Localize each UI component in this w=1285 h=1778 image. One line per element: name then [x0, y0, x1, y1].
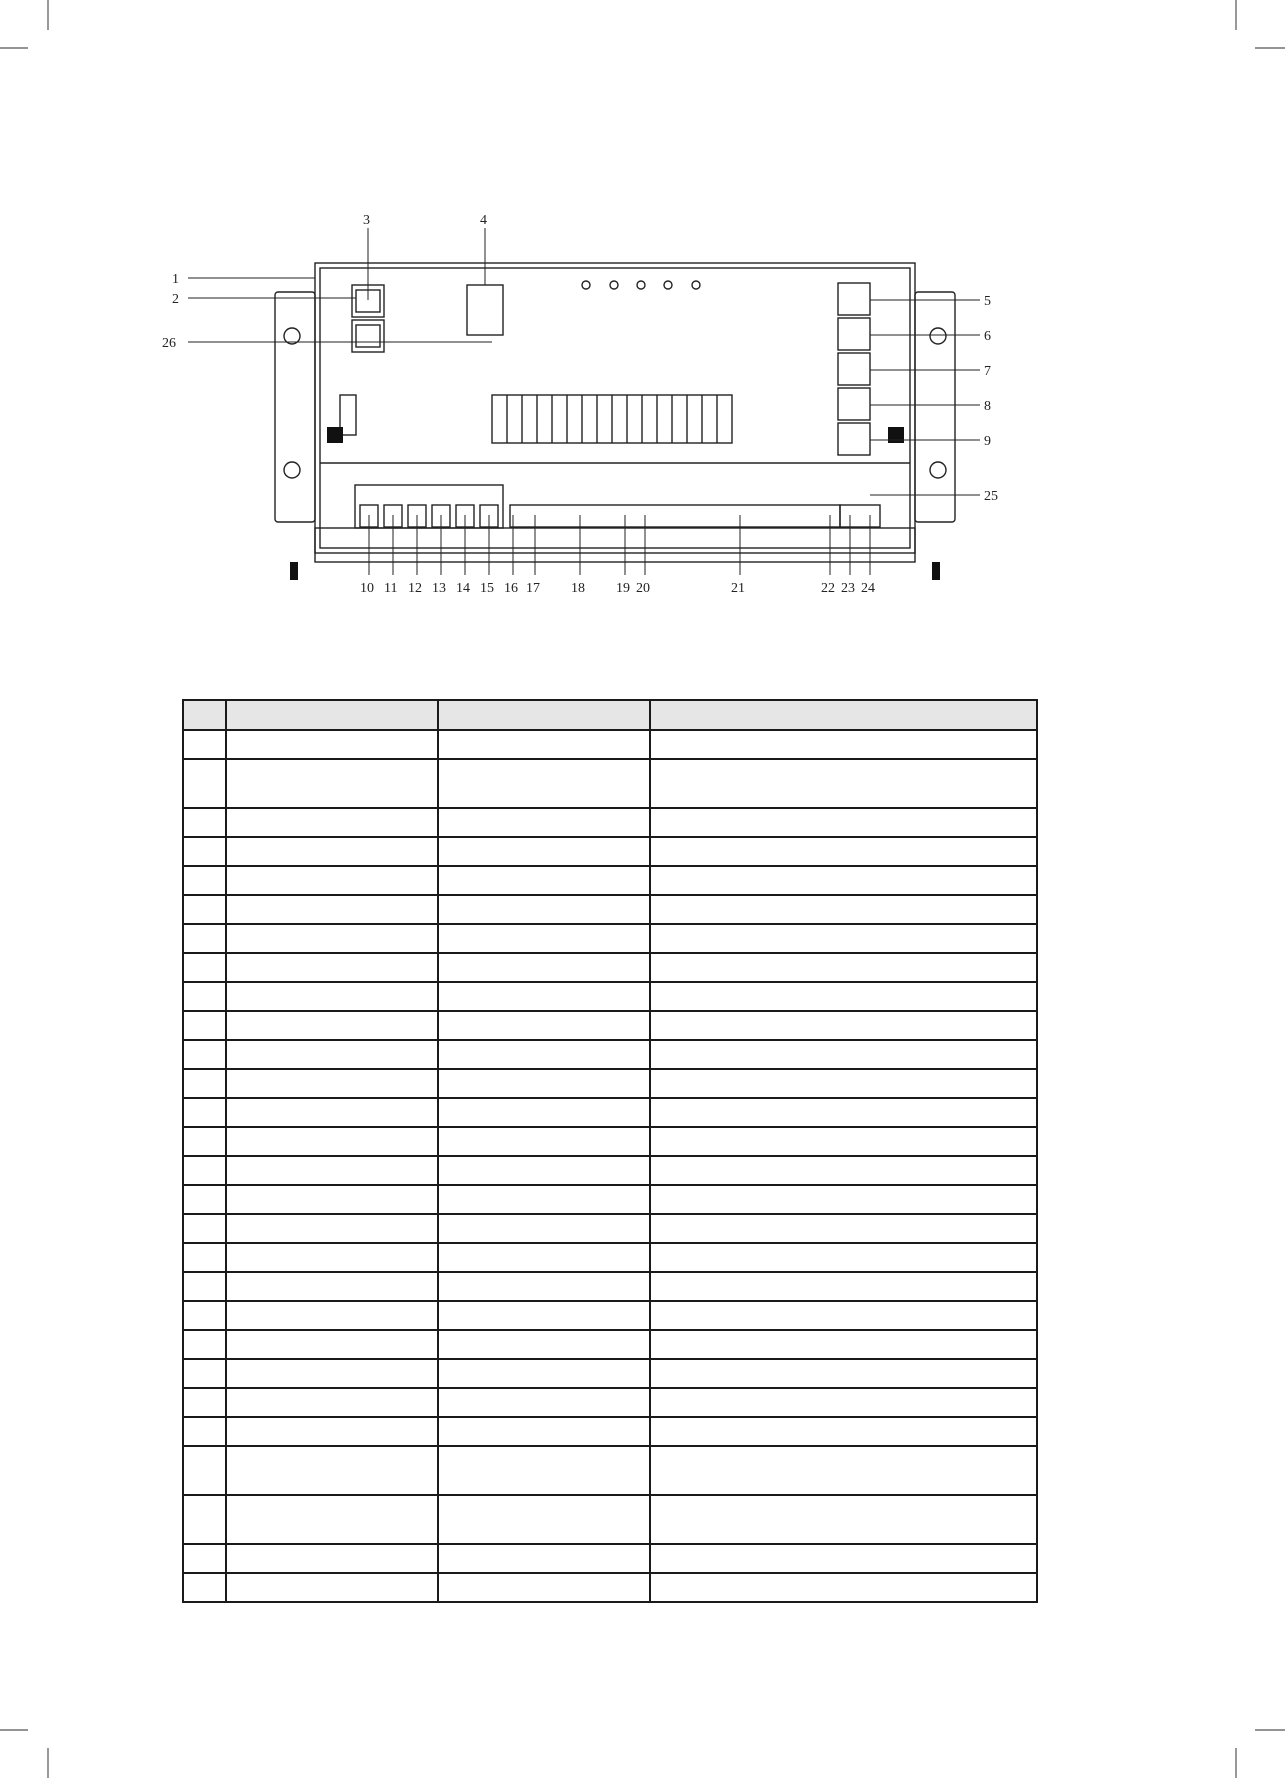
table-cell	[650, 1495, 1037, 1544]
controller-board-diagram	[162, 210, 1050, 630]
table-cell	[438, 1243, 650, 1272]
table-cell	[183, 1214, 226, 1243]
callout-6: 6	[984, 329, 991, 344]
left-bracket	[275, 292, 315, 522]
table-cell	[438, 866, 650, 895]
table-row	[183, 1388, 1037, 1417]
table-cell	[438, 1544, 650, 1573]
table-cell	[650, 1388, 1037, 1417]
table-cell	[183, 1495, 226, 1544]
table-cell	[650, 730, 1037, 759]
table-cell	[226, 1359, 438, 1388]
callout-3: 3	[363, 213, 370, 228]
table-cell	[438, 1069, 650, 1098]
table-row	[183, 866, 1037, 895]
table-row	[183, 1573, 1037, 1602]
table-row	[183, 1069, 1037, 1098]
table-cell	[226, 982, 438, 1011]
table-cell	[650, 1011, 1037, 1040]
table-cell	[438, 837, 650, 866]
callout-11: 11	[384, 581, 398, 596]
callout-1: 1	[172, 272, 179, 287]
table-cell	[438, 1359, 650, 1388]
header-cell-name	[226, 700, 438, 730]
table-row	[183, 759, 1037, 808]
table-cell	[650, 1544, 1037, 1573]
table-cell	[438, 1040, 650, 1069]
table-cell	[183, 1185, 226, 1214]
table-row	[183, 1243, 1037, 1272]
table-cell	[226, 1069, 438, 1098]
table-cell	[650, 1272, 1037, 1301]
table-cell	[438, 1011, 650, 1040]
table-cell	[183, 1573, 226, 1602]
table-cell	[183, 1330, 226, 1359]
table-cell	[183, 1156, 226, 1185]
table-row	[183, 1544, 1037, 1573]
table-cell	[438, 1446, 650, 1495]
table-cell	[650, 1446, 1037, 1495]
callout-9: 9	[984, 434, 991, 449]
table-cell	[183, 1446, 226, 1495]
table-cell	[650, 1214, 1037, 1243]
table-row	[183, 1098, 1037, 1127]
connector-right-5	[838, 283, 870, 315]
table-cell	[650, 837, 1037, 866]
table-cell	[183, 1388, 226, 1417]
table-cell	[226, 1214, 438, 1243]
table-cell	[438, 924, 650, 953]
table-cell	[438, 1098, 650, 1127]
table-cell	[226, 953, 438, 982]
table-body	[183, 730, 1037, 1602]
terminal-strip	[510, 505, 840, 527]
table-cell	[650, 1069, 1037, 1098]
enclosure	[315, 263, 915, 553]
table-cell	[226, 1330, 438, 1359]
table-cell	[226, 1156, 438, 1185]
header-cell-description	[650, 700, 1037, 730]
table-row	[183, 1446, 1037, 1495]
connector-right-9	[838, 423, 870, 455]
table-cell	[438, 982, 650, 1011]
table-cell	[650, 1156, 1037, 1185]
table-cell	[226, 1098, 438, 1127]
table-cell	[650, 1185, 1037, 1214]
table-row	[183, 730, 1037, 759]
table-cell	[183, 953, 226, 982]
table-row	[183, 837, 1037, 866]
table-cell	[438, 808, 650, 837]
table-row	[183, 1156, 1037, 1185]
connector-right-6	[838, 318, 870, 350]
table-cell	[226, 1544, 438, 1573]
table-cell	[226, 1185, 438, 1214]
right-bracket	[915, 292, 955, 522]
component-4	[467, 285, 503, 335]
table-cell	[183, 730, 226, 759]
table-cell	[650, 1573, 1037, 1602]
table-cell	[183, 982, 226, 1011]
table-cell	[226, 759, 438, 808]
callout-12: 12	[408, 581, 422, 596]
table-cell	[650, 1417, 1037, 1446]
callout-10: 10	[360, 581, 374, 596]
callout-19: 19	[616, 581, 630, 596]
callout-4: 4	[480, 213, 487, 228]
callout-7: 7	[984, 364, 991, 379]
table-cell	[183, 1011, 226, 1040]
callout-18: 18	[571, 581, 585, 596]
table-cell	[650, 1330, 1037, 1359]
table-cell	[226, 866, 438, 895]
table-cell	[226, 1011, 438, 1040]
callout-16: 16	[504, 581, 518, 596]
table-cell	[438, 1495, 650, 1544]
table-cell	[438, 730, 650, 759]
table-cell	[650, 953, 1037, 982]
table-cell	[226, 808, 438, 837]
table-cell	[183, 1359, 226, 1388]
table-cell	[226, 1495, 438, 1544]
callout-24: 24	[861, 581, 875, 596]
table-cell	[183, 1127, 226, 1156]
table-row	[183, 1301, 1037, 1330]
table-cell	[183, 1243, 226, 1272]
header-cell-no	[183, 700, 226, 730]
callout-23: 23	[841, 581, 855, 596]
table-cell	[226, 1301, 438, 1330]
table-header-row	[183, 700, 1037, 730]
component-table	[182, 699, 1038, 1603]
callout-14: 14	[456, 581, 470, 596]
table-cell	[438, 759, 650, 808]
table-row	[183, 1495, 1037, 1544]
table-cell	[183, 1272, 226, 1301]
table-cell	[183, 1417, 226, 1446]
callout-26: 26	[162, 336, 176, 351]
table-cell	[226, 1243, 438, 1272]
table-row	[183, 1040, 1037, 1069]
table-cell	[650, 808, 1037, 837]
table-cell	[183, 759, 226, 808]
table-cell	[438, 1301, 650, 1330]
connector-right-8	[838, 388, 870, 420]
table-cell	[226, 1573, 438, 1602]
table-row	[183, 982, 1037, 1011]
table-row	[183, 1359, 1037, 1388]
callout-25: 25	[984, 489, 998, 504]
table-cell	[226, 837, 438, 866]
table-row	[183, 924, 1037, 953]
table-cell	[438, 1214, 650, 1243]
table-cell	[183, 1301, 226, 1330]
table-row	[183, 953, 1037, 982]
table-row	[183, 895, 1037, 924]
table-cell	[438, 1127, 650, 1156]
table-cell	[183, 837, 226, 866]
callout-21: 21	[731, 581, 745, 596]
table-cell	[183, 1544, 226, 1573]
callout-22: 22	[821, 581, 835, 596]
table-cell	[650, 1127, 1037, 1156]
table-cell	[226, 1272, 438, 1301]
table-cell	[650, 895, 1037, 924]
table-cell	[650, 866, 1037, 895]
table-cell	[226, 1127, 438, 1156]
table-cell	[183, 808, 226, 837]
header-cell-type	[438, 700, 650, 730]
callout-20: 20	[636, 581, 650, 596]
table-cell	[438, 1417, 650, 1446]
table-cell	[226, 1417, 438, 1446]
table-cell	[438, 1330, 650, 1359]
table-row	[183, 1127, 1037, 1156]
table-row	[183, 1214, 1037, 1243]
table-cell	[438, 1156, 650, 1185]
table-cell	[183, 895, 226, 924]
table-row	[183, 1417, 1037, 1446]
table-cell	[438, 1573, 650, 1602]
callout-17: 17	[526, 581, 540, 596]
table-cell	[226, 730, 438, 759]
callout-5: 5	[984, 294, 991, 309]
callout-2: 2	[172, 292, 179, 307]
table-row	[183, 1272, 1037, 1301]
table-cell	[226, 895, 438, 924]
table-cell	[183, 1069, 226, 1098]
table-cell	[226, 1446, 438, 1495]
table-cell	[183, 866, 226, 895]
table-cell	[650, 1301, 1037, 1330]
table-cell	[650, 924, 1037, 953]
table-cell	[650, 759, 1037, 808]
table-cell	[650, 1098, 1037, 1127]
table-cell	[183, 1040, 226, 1069]
connector-right-7	[838, 353, 870, 385]
table-cell	[650, 1040, 1037, 1069]
callout-15: 15	[480, 581, 494, 596]
callout-13: 13	[432, 581, 446, 596]
table-row	[183, 1185, 1037, 1214]
callout-8: 8	[984, 399, 991, 414]
table-row	[183, 1011, 1037, 1040]
table-cell	[226, 1388, 438, 1417]
table-row	[183, 808, 1037, 837]
table-cell	[438, 1272, 650, 1301]
table-cell	[438, 953, 650, 982]
table-row	[183, 1330, 1037, 1359]
table-cell	[650, 982, 1037, 1011]
table-cell	[650, 1243, 1037, 1272]
table-cell	[226, 1040, 438, 1069]
table-cell	[438, 895, 650, 924]
table-cell	[183, 1098, 226, 1127]
table-cell	[438, 1388, 650, 1417]
table-cell	[650, 1359, 1037, 1388]
table-cell	[438, 1185, 650, 1214]
table-cell	[226, 924, 438, 953]
table-cell	[183, 924, 226, 953]
